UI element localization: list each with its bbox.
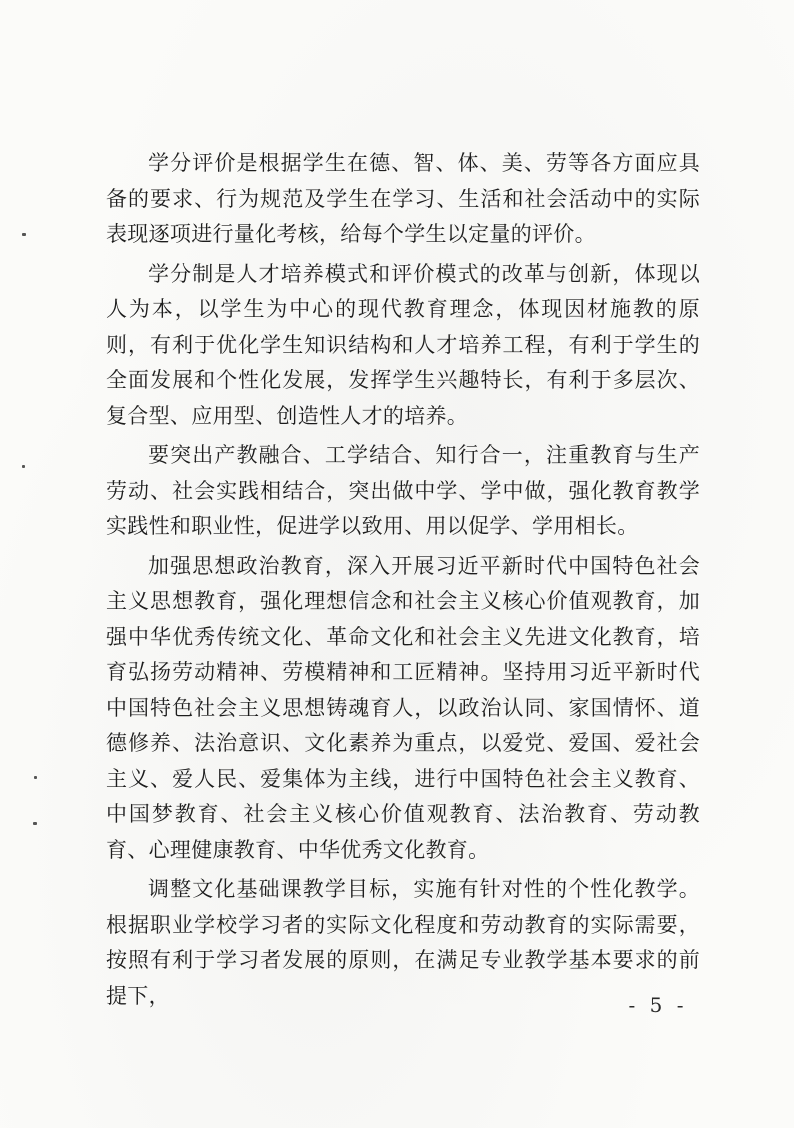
scan-speck [33,822,37,825]
scan-speck [34,776,37,779]
paragraph-ideological-education: 加强思想政治教育，深入开展习近平新时代中国特色社会主义思想教育，强化理想信念和社会主义核心价值观教育，加强中华优秀传统文化、革命文化和社会主义先进文化教育，培育弘扬劳动精神、劳模精神和工匠精神。坚持用习近平新时代中国特色社会主义思想铸魂育人，以政治认同、家国情怀、道德修养、法治意识、文化素养为重点，以爱党、爱国、爱社会主义、爱人民、爱集体为主线，进行中国特色社会主义教育、中国梦教育、社会主义核心价值观教育、法治教育、劳动教育、心理健康教育、中华优秀文化教育。 [106,553,700,862]
paragraph-culture-courses: 调整文化基础课教学目标，实施有针对性的个性化教学。根据职业学校学习者的实际文化程度和劳动教育的实际需要，按照有利于学习者发展的原则，在满足专业教学基本要求的前提下， [106,877,700,1008]
paragraph-credit-system: 学分制是人才培养模式和评价模式的改革与创新，体现以人为本，以学生为中心的现代教育理念，体现因材施教的原则，有利于优化学生知识结构和人才培养工程，有利于学生的全面发展和个性化发展，发挥学生兴趣特长，有利于多层次、复合型、应用型、创造性人才的培养。 [106,261,700,428]
paragraph-industry-education: 要突出产教融合、工学结合、知行合一，注重教育与生产劳动、社会实践相结合，突出做中学、学中做，强化教育教学实践性和职业性，促进学以致用、用以促学、学用相长。 [106,443,700,538]
scan-speck [22,233,26,236]
scan-speck [22,465,25,468]
paragraph-credit-evaluation: 学分评价是根据学生在德、智、体、美、劳等各方面应具备的要求、行为规范及学生在学习、生活和社会活动中的实际表现逐项进行量化考核，给每个学生以定量的评价。 [106,151,700,246]
page-number: - 5 - [628,993,688,1017]
document-body [106,146,700,1014]
